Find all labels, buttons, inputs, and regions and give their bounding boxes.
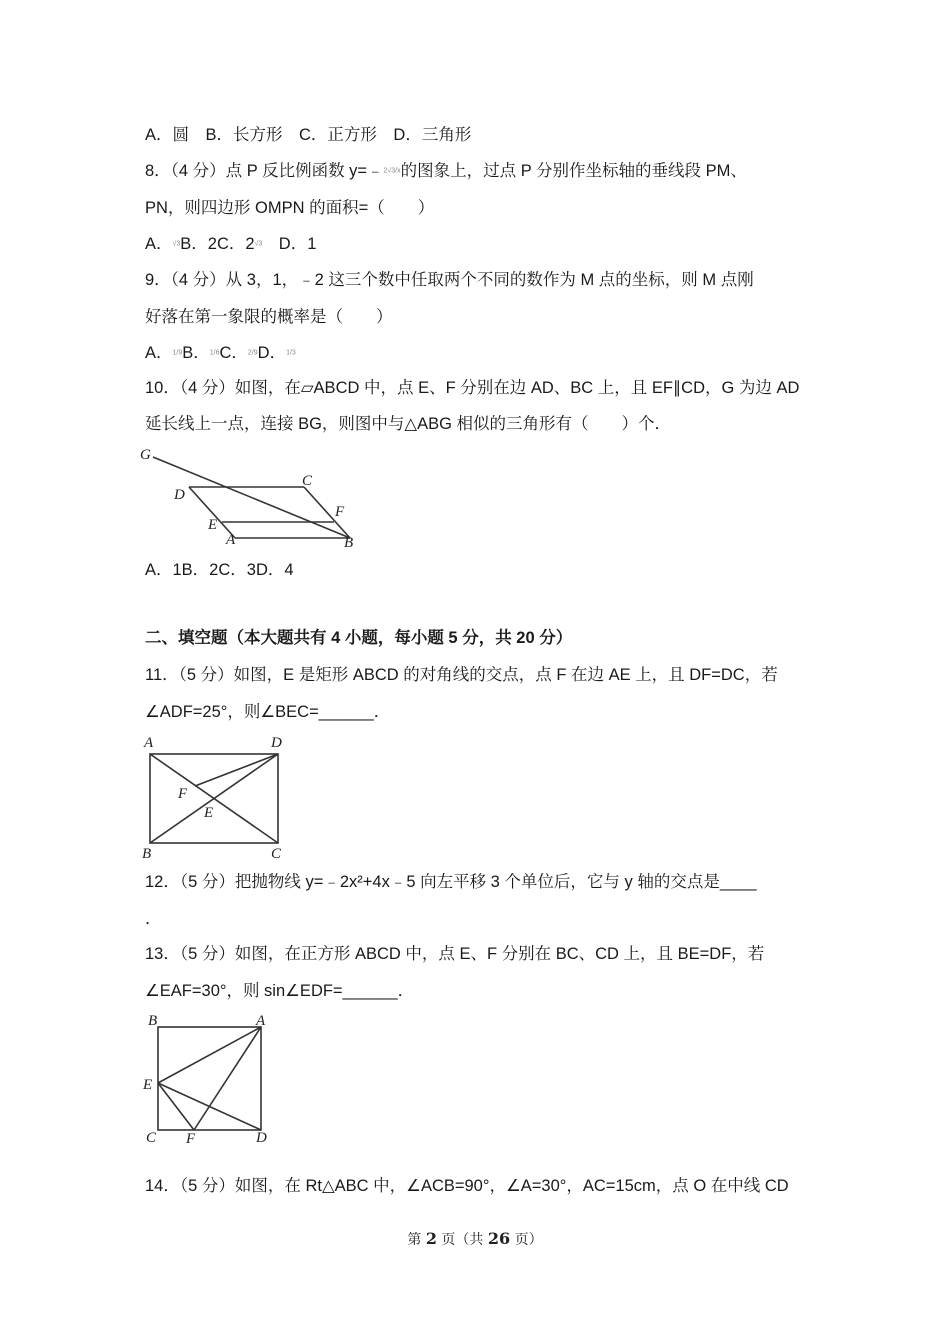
q10-label-b: B (344, 535, 354, 551)
q10-line2: 延长线上一点，连接 BG，则图中与△ABG 相似的三角形有（ ）个． (145, 415, 672, 433)
q9-option-b: B． (182, 344, 210, 362)
q9-frac-c: 2/9 (247, 349, 258, 357)
q9-frac-b: 1/6 (209, 349, 220, 357)
q11-label-f: F (178, 786, 188, 802)
q10-label-a: A (226, 532, 236, 548)
q8-option-a-value: √3 (172, 240, 181, 248)
q8-fraction: 2√3/x (383, 167, 401, 175)
q11-line1: 11．（5 分）如图，E 是矩形 ABCD 的对角线的交点，点 F 在边 AE 上，且 DF=DC，若 (145, 666, 778, 684)
q8-line1-pre: 8．（4 分）点 P 反比例函数 y=﹣ (145, 162, 384, 180)
q9-line1: 9．（4 分）从 3，1，﹣2 这三个数中任取两个不同的数作为 M 点的坐标，则 M 点刚 (145, 271, 754, 289)
q10-label-e: E (208, 517, 218, 533)
q11-label-d: D (271, 735, 282, 751)
q12-line1: 12．（5 分）把抛物线 y=﹣2x²+4x﹣5 向左平移 3 个单位后，它与 y 轴的交点是____ (145, 873, 757, 891)
page-footer (0, 1229, 950, 1249)
q9-option-a: A． (145, 344, 173, 362)
q9-option-d: D． (257, 344, 287, 362)
q11-line2: ∠ADF=25°，则∠BEC=______． (145, 703, 391, 721)
q13-line2: ∠EAF=30°，则 sin∠EDF=______． (145, 982, 415, 1000)
q8-option-d: D．1 (262, 235, 317, 253)
q12-line2: ． (145, 910, 162, 928)
q8-option-a: A． (145, 235, 173, 253)
q9-option-c: C． (219, 344, 248, 362)
q13-label-b: B (148, 1013, 158, 1029)
q9-frac-a: 1/9 (172, 349, 183, 357)
q9-frac-d: 1/3 (286, 349, 296, 357)
q13-line1: 13．（5 分）如图，在正方形 ABCD 中，点 E、F 分别在 BC、CD 上，且 BE=DF，若 (145, 945, 765, 963)
q8-line2: PN，则四边形 OMPN 的面积=（ ） (145, 199, 435, 217)
q10-line1: 10．（4 分）如图，在▱ABCD 中，点 E、F 分别在边 AD、BC 上，且 EF∥CD，G 为边 AD (145, 379, 800, 397)
footer-post: 页） (510, 1232, 543, 1248)
q9-options (145, 342, 296, 365)
q13-label-a: A (256, 1013, 266, 1029)
q10-options: A．1B．2C．3D．4 (145, 561, 294, 579)
q7-options: A．圆 B．长方形 C．正方形 D．三角形 (145, 126, 472, 144)
q8-line1 (145, 160, 747, 183)
footer-mid: 页（共 (436, 1232, 488, 1248)
q8-option-b-c: B．2C．2 (180, 235, 255, 253)
footer-page-number: 2 (425, 1229, 437, 1248)
footer-total-pages: 26 (487, 1229, 511, 1248)
q10-label-d: D (174, 487, 185, 503)
q8-option-c-value: √3 (254, 240, 263, 248)
q10-label-g: G (140, 447, 151, 463)
q8-line1-post: 的图象上，过点 P 分别作坐标轴的垂线段 PM、 (400, 162, 747, 180)
q11-label-a: A (144, 735, 154, 751)
q13-label-f: F (186, 1131, 196, 1147)
q11-label-b: B (142, 846, 152, 862)
footer-pre: 第 (407, 1232, 426, 1248)
q11-label-c: C (271, 846, 282, 862)
q8-options (145, 233, 316, 256)
q13-label-c: C (146, 1130, 157, 1146)
q13-figure (140, 1009, 280, 1147)
q9-line2: 好落在第一象限的概率是（ ） (145, 308, 393, 326)
q10-label-c: C (302, 473, 313, 489)
q14-line1: 14．（5 分）如图，在 Rt△ABC 中，∠ACB=90°，∠A=30°，AC=15cm，点 O 在中线 CD (145, 1177, 789, 1195)
q10-figure (138, 444, 368, 552)
q10-label-f: F (335, 504, 345, 520)
q13-label-e: E (143, 1077, 153, 1093)
q13-label-d: D (256, 1130, 267, 1146)
section2-heading: 二、填空题（本大题共有 4 小题，每小题 5 分，共 20 分） (145, 629, 573, 647)
q11-label-e: E (204, 805, 214, 821)
q11-figure (138, 730, 298, 864)
